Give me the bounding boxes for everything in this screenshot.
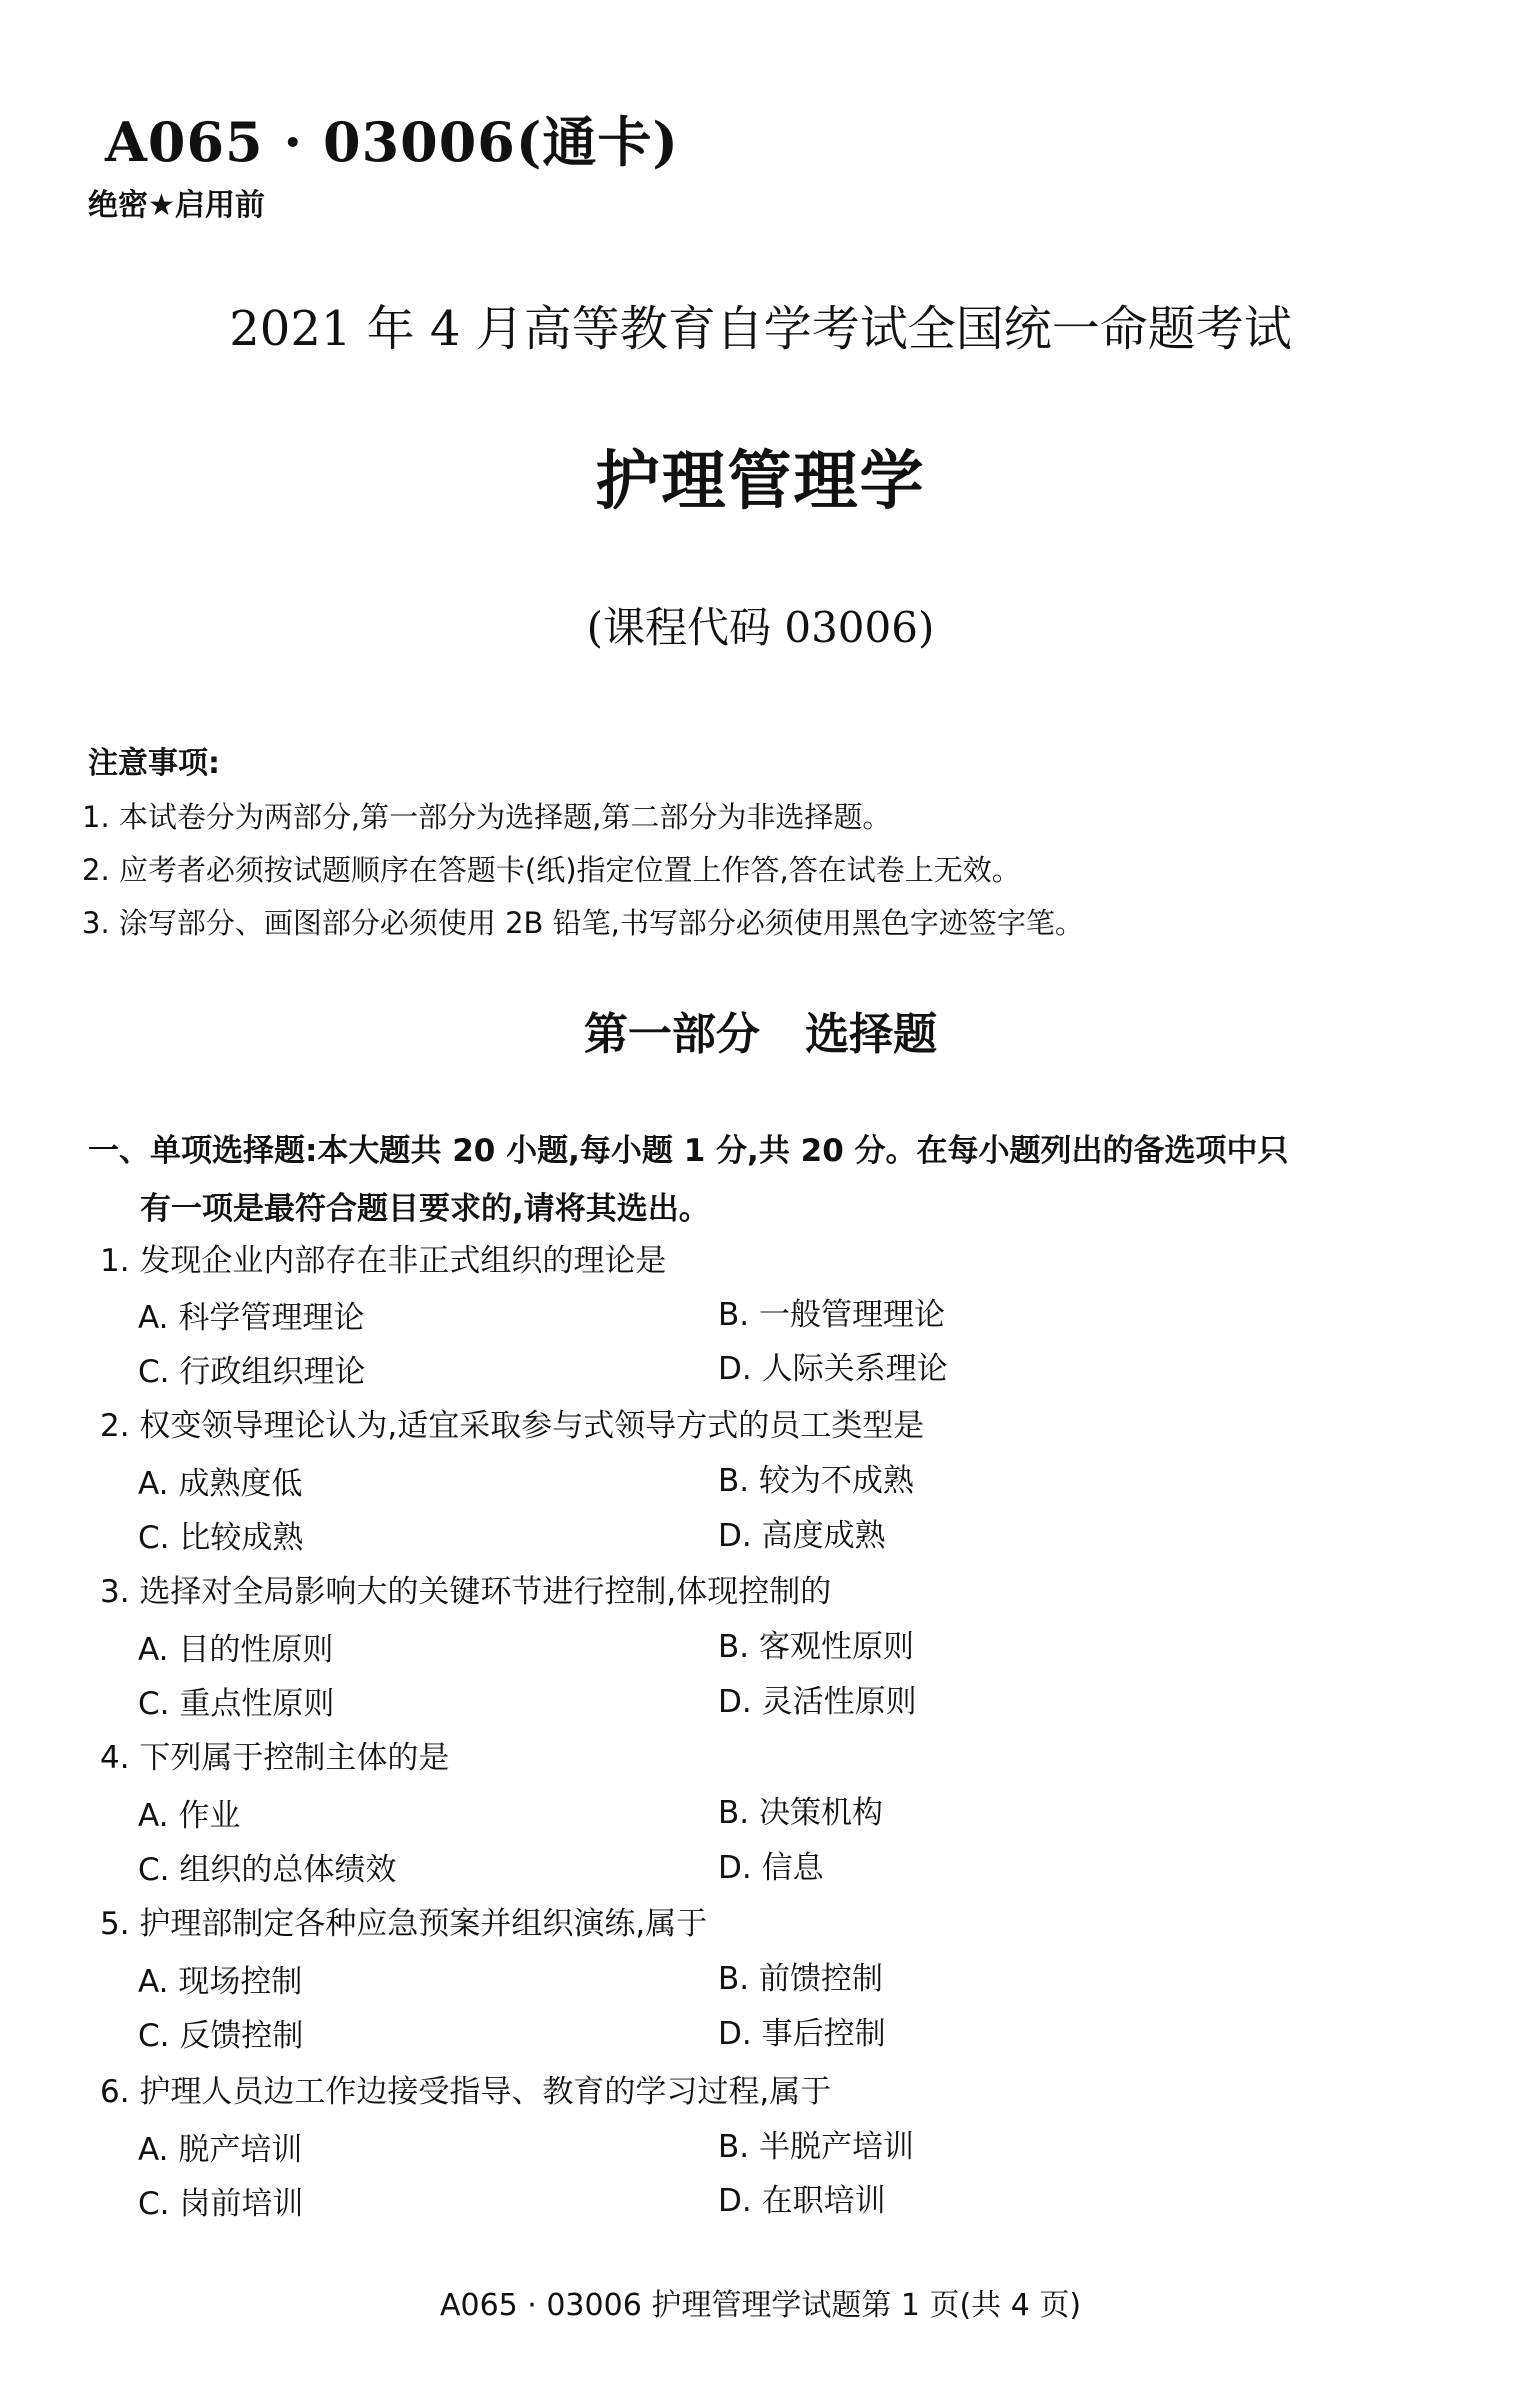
exam-title: 2021 年 4 月高等教育自学考试全国统一命题考试 — [229, 301, 1292, 357]
notice-item: 2. 应考者必须按试题顺序在答题卡(纸)指定位置上作答,答在试卷上无效。 — [82, 853, 1021, 887]
question-option: C. 比较成熟 — [138, 1520, 304, 1556]
question-option: A. 成熟度低 — [138, 1466, 303, 1502]
page-footer: A065 · 03006 护理管理学试题第 1 页(共 4 页) — [439, 2288, 1082, 2323]
paper-code: A065 · 03006(通卡) — [105, 110, 679, 174]
section-intro-line: 有一项是最符合题目要求的,请将其选出。 — [140, 1191, 710, 1227]
section-intro-line: 一、单项选择题:本大题共 20 小题,每小题 1 分,共 20 分。在每小题列出的备选项中只 — [88, 1133, 1289, 1169]
question-option: C. 岗前培训 — [138, 2186, 304, 2222]
question-option: D. 在职培训 — [718, 2183, 886, 2219]
question-option: C. 组织的总体绩效 — [138, 1852, 397, 1888]
question-option: B. 客观性原则 — [718, 1629, 914, 1665]
question-stem: 5. 护理部制定各种应急预案并组织演练,属于 — [100, 1906, 708, 1942]
question-option: B. 决策机构 — [718, 1795, 883, 1831]
question-option: A. 现场控制 — [138, 1964, 303, 2000]
question-stem: 6. 护理人员边工作边接受指导、教育的学习过程,属于 — [100, 2074, 832, 2110]
question-stem: 1. 发现企业内部存在非正式组织的理论是 — [100, 1243, 667, 1279]
question-option: B. 一般管理理论 — [718, 1297, 945, 1333]
question-option: C. 重点性原则 — [138, 1686, 335, 1722]
question-option: D. 事后控制 — [718, 2016, 886, 2052]
question-option: D. 人际关系理论 — [718, 1351, 948, 1387]
question-option: A. 科学管理理论 — [138, 1300, 365, 1336]
subject-title: 护理管理学 — [595, 445, 926, 519]
question-option: A. 目的性原则 — [138, 1632, 334, 1668]
question-option: C. 行政组织理论 — [138, 1354, 366, 1390]
notice-item: 3. 涂写部分、画图部分必须使用 2B 铅笔,书写部分必须使用黑色字迹签字笔。 — [82, 906, 1084, 940]
question-option: D. 信息 — [718, 1850, 824, 1886]
secret-label: 绝密★启用前 — [88, 188, 265, 223]
question-option: B. 较为不成熟 — [718, 1463, 914, 1499]
question-option: B. 半脱产培训 — [718, 2129, 914, 2165]
question-option: B. 前馈控制 — [718, 1961, 883, 1997]
notice-heading: 注意事项: — [88, 746, 220, 781]
question-option: A. 脱产培训 — [138, 2132, 303, 2168]
part-title: 第一部分 选择题 — [583, 1009, 938, 1060]
question-option: D. 灵活性原则 — [718, 1684, 917, 1720]
question-option: A. 作业 — [138, 1798, 241, 1834]
section-intro — [88, 1122, 1289, 1238]
question-option: C. 反馈控制 — [138, 2018, 304, 2054]
question-stem: 3. 选择对全局影响大的关键环节进行控制,体现控制的 — [100, 1574, 832, 1610]
question-stem: 2. 权变领导理论认为,适宜采取参与式领导方式的员工类型是 — [100, 1408, 925, 1444]
notice-item: 1. 本试卷分为两部分,第一部分为选择题,第二部分为非选择题。 — [82, 800, 892, 834]
course-code: (课程代码 03006) — [586, 603, 935, 652]
question-stem: 4. 下列属于控制主体的是 — [100, 1740, 450, 1776]
question-option: D. 高度成熟 — [718, 1518, 886, 1554]
